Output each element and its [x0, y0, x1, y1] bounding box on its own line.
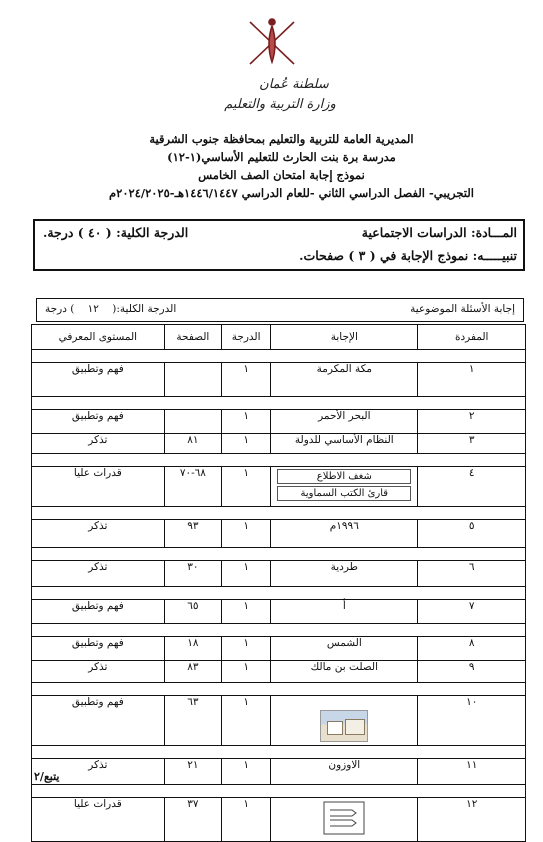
cell-answer-image	[271, 798, 418, 842]
table-row	[32, 661, 526, 683]
cell-mark: ١	[222, 434, 271, 454]
cell-question: ٩	[418, 661, 526, 683]
subject-label: المـــادة:	[470, 225, 517, 240]
cell-level: تذكر	[32, 661, 165, 683]
school-line: مدرسة برة بنت الحارث للتعليم الأساسي(١-١٢)	[167, 150, 396, 164]
cell-level: قدرات عليا	[32, 798, 165, 842]
cell-answer: الشمس	[271, 637, 418, 661]
cell-answer: طردية	[271, 561, 418, 587]
section-total-label: الدرجة الكلية:(	[112, 303, 177, 315]
header-page: الصفحة	[164, 325, 221, 350]
cell-level: فهم وتطبيق	[32, 637, 165, 661]
cell-answer-multi	[271, 467, 418, 507]
cell-question: ٣	[418, 434, 526, 454]
arrow-diagram-sketch	[322, 800, 366, 836]
answer-table	[31, 324, 526, 842]
table-row	[32, 696, 526, 746]
section-total	[45, 303, 176, 315]
cell-mark: ١	[222, 520, 271, 548]
cell-page: ٦٥	[164, 600, 221, 624]
subject-value: الدراسات الاجتماعية	[361, 225, 467, 240]
continued-note: يتبع/٢	[34, 770, 60, 783]
cell-mark: ١	[222, 561, 271, 587]
answer-option: شغف الاطلاع	[277, 469, 411, 484]
cell-question: ٦	[418, 561, 526, 587]
note-value: نموذج الإجابة في ( ٣ ) صفحات.	[299, 248, 469, 263]
cell-question: ١	[418, 363, 526, 397]
cell-page: ٣٠	[164, 561, 221, 587]
exam-info-box	[33, 219, 525, 271]
cell-page: ٩٣	[164, 520, 221, 548]
cell-page: ١٨	[164, 637, 221, 661]
header-question: المفردة	[418, 325, 526, 350]
cell-mark: ١	[222, 363, 271, 397]
cell-answer: الصلت بن مالك	[271, 661, 418, 683]
cell-mark: ١	[222, 759, 271, 785]
cell-mark: ١	[222, 600, 271, 624]
header-mark: الدرجة	[222, 325, 271, 350]
cell-question: ١٢	[418, 798, 526, 842]
section-total-value: ١٢	[87, 303, 99, 315]
section-title: إجابة الأسئلة الموضوعية	[410, 303, 515, 315]
note-label: تنبيـــــه:	[472, 248, 517, 263]
cell-answer: ١٩٩٦م	[271, 520, 418, 548]
cell-answer-image	[271, 696, 418, 746]
exam-title-line: نموذج إجابة امتحان الصف الخامس	[198, 168, 365, 182]
cell-question: ٥	[418, 520, 526, 548]
table-row	[32, 637, 526, 661]
table-row	[32, 410, 526, 434]
cell-level: قدرات عليا	[32, 467, 165, 507]
cell-page	[164, 363, 221, 397]
building-photo	[320, 710, 368, 742]
cell-level: فهم وتطبيق	[32, 363, 165, 397]
term-line: التجريبي- الفصل الدراسي الثاني -للعام الدراسي ١٤٤٦/١٤٤٧هـ-٢٠٢٤/٢٠٢٥م	[109, 186, 474, 200]
emblem-text-1: سلطنة عُمان	[259, 77, 329, 92]
cell-page: ٨١	[164, 434, 221, 454]
header-level: المستوى المعرفي	[32, 325, 165, 350]
table-row	[32, 520, 526, 548]
table-header-row	[32, 325, 526, 350]
cell-page: ٦٨-٧٠	[164, 467, 221, 507]
cell-level: تذكر	[32, 759, 165, 785]
cell-page: ٢١	[164, 759, 221, 785]
total-label: الدرجة الكلية:	[116, 225, 189, 240]
header-answer: الإجابة	[271, 325, 418, 350]
cell-mark: ١	[222, 637, 271, 661]
cell-level: تذكر	[32, 561, 165, 587]
cell-level: تذكر	[32, 434, 165, 454]
cell-mark: ١	[222, 410, 271, 434]
cell-level: فهم وتطبيق	[32, 600, 165, 624]
section-total-unit: ) درجة	[45, 303, 75, 315]
table-row	[32, 467, 526, 507]
cell-mark: ١	[222, 467, 271, 507]
answer-option: قارئ الكتب السماوية	[277, 486, 411, 501]
note-field	[299, 248, 517, 263]
cell-question: ٤	[418, 467, 526, 507]
cell-answer: مكة المكرمة	[271, 363, 418, 397]
cell-question: ٢	[418, 410, 526, 434]
cell-question: ١١	[418, 759, 526, 785]
cell-page	[164, 410, 221, 434]
cell-page: ٣٧	[164, 798, 221, 842]
table-row	[32, 759, 526, 785]
table-row	[32, 434, 526, 454]
cell-page: ٨٣	[164, 661, 221, 683]
objective-section-header	[36, 298, 524, 322]
cell-question: ٨	[418, 637, 526, 661]
cell-level: فهم وتطبيق	[32, 696, 165, 746]
table-row	[32, 798, 526, 842]
cell-mark: ١	[222, 696, 271, 746]
cell-question: ١٠	[418, 696, 526, 746]
cell-level: تذكر	[32, 520, 165, 548]
cell-answer: الاوزون	[271, 759, 418, 785]
cell-mark: ١	[222, 798, 271, 842]
cell-mark: ١	[222, 661, 271, 683]
oman-emblem-icon	[224, 8, 336, 120]
cell-level: فهم وتطبيق	[32, 410, 165, 434]
total-value: ( ٤٠ ) درجة.	[43, 225, 112, 240]
cell-page: ٦٣	[164, 696, 221, 746]
emblem-text-2: وزارة التربية والتعليم	[224, 97, 336, 112]
table-row	[32, 600, 526, 624]
cell-answer: أ	[271, 600, 418, 624]
org-line: المديرية العامة للتربية والتعليم بمحافظة جنوب الشرقية	[149, 132, 414, 146]
table-row	[32, 363, 526, 397]
cell-question: ٧	[418, 600, 526, 624]
cell-answer: النظام الأساسي للدولة	[271, 434, 418, 454]
total-field	[43, 225, 188, 240]
subject-field	[362, 225, 517, 240]
cell-answer: البحر الأحمر	[271, 410, 418, 434]
table-row	[32, 561, 526, 587]
